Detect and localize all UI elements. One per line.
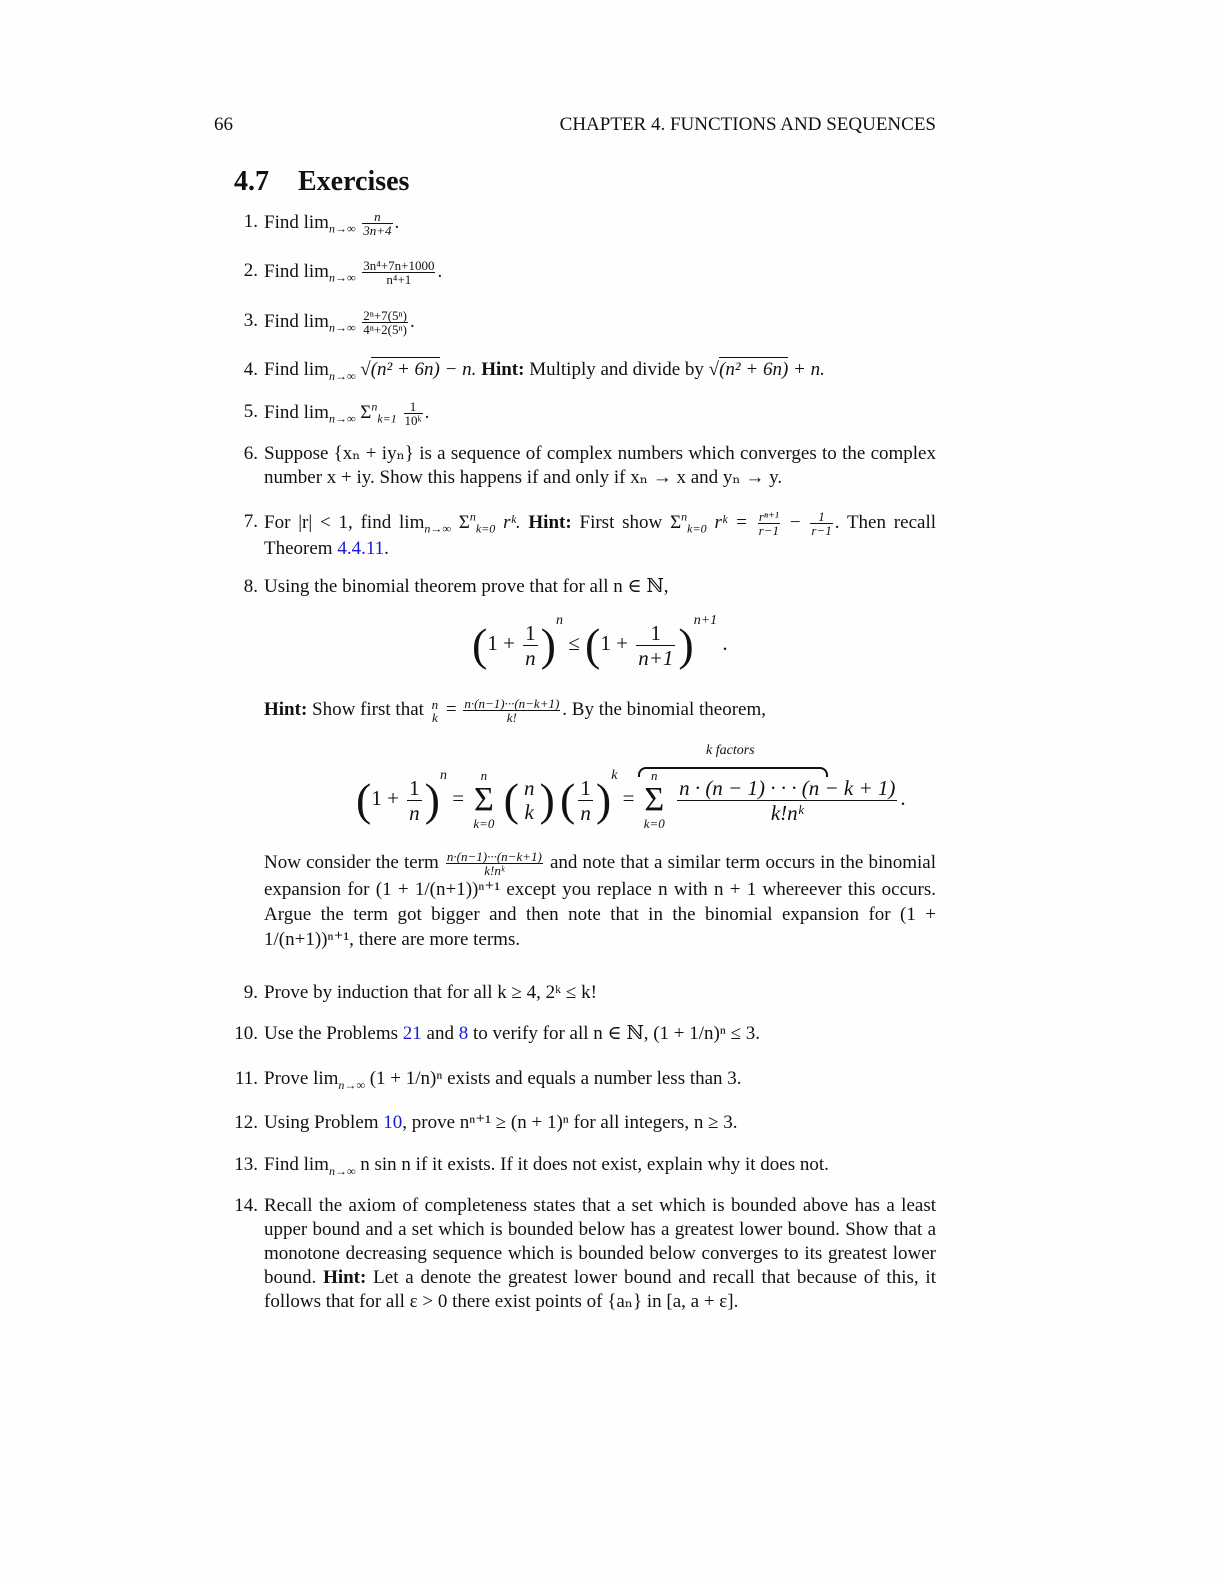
denominator: 10ᵏ — [404, 413, 422, 428]
text: Show first that — [307, 698, 429, 720]
section-heading — [234, 166, 409, 198]
fraction — [404, 400, 423, 427]
exercise-10 — [224, 1022, 936, 1046]
text: Find lim — [264, 359, 329, 380]
denominator: k! — [506, 710, 517, 725]
text: n sin n if it exists. If it does not exist, explain why it does not. — [355, 1154, 829, 1175]
exercise-7: 7. For |r| < 1, find $\lim_{n\to\infty} \Sigma^n_{k=0}$ rᵏ. Hint: First show $\Sigma^n_{k=0}$ rᵏ = $\frac{\text{rⁿ⁺¹}}{r-1}$ − $\frac{1}{r-1}$ . Then recall Theorem 4.4.11. — [224, 510, 936, 561]
radicand: (n² + 6n) — [370, 359, 440, 380]
text: , prove nⁿ⁺¹ ≥ (n + 1)ⁿ for all integers, n ≥ 3. — [402, 1112, 738, 1133]
numerator: n · (n − 1) · · · (n − k + 1) — [679, 775, 896, 800]
text: − n. — [439, 359, 482, 380]
denominator: k!nᵏ — [770, 800, 804, 825]
denominator: 3n+4 — [363, 223, 392, 238]
exercise-12 — [224, 1111, 936, 1135]
text: . — [424, 401, 430, 423]
exercise-11 — [224, 1067, 936, 1091]
display-expansion: k factors (1 + $\frac{1}{n}$ )$^n$ = n Σ k=0 ( n k ) ( $\frac{1}{n}$ )$^k$ = n Σ k=0 $\frac{n \cdot (n - 1) \cdot \cdot \cdot (n - k + 1)}{\text{k!nᵏ}}$ . — [356, 743, 906, 831]
exercise-text: Using the binomial theorem prove that for all n ∈ ℕ, — [264, 576, 669, 597]
exercise-number: 3. — [243, 310, 258, 331]
exercise-4 — [224, 358, 936, 382]
denominator: r−1 — [811, 523, 832, 538]
sqrt-icon: √ — [708, 359, 720, 380]
lim-subscript: n→∞ — [424, 521, 451, 536]
exercise-9 — [224, 981, 936, 1005]
text: Find lim — [264, 1154, 329, 1175]
text: Let a denote the greatest lower bound and recall that because of this, it follows that for all ε > 0 there exist points of {aₙ} in [a, a + ε]. — [264, 1267, 936, 1312]
text: and — [421, 1023, 459, 1044]
hint-label: Hint: — [528, 511, 572, 533]
lim-subscript: n→∞ — [328, 1163, 356, 1178]
text: Recall the axiom of completeness states that a set which is bounded above has a least upper bound and a set which is bounded below has a greatest lower bound. Show that a monotone decreasing sequence which is bounded below converges to its greatest lower bound. — [264, 1195, 936, 1288]
exercise-number: 9. — [243, 982, 258, 1003]
text: . Then recall Theorem — [264, 511, 936, 559]
numerator: 1 — [404, 400, 423, 414]
text: . — [437, 260, 443, 282]
numerator: n — [362, 210, 392, 224]
brace-label: k factors — [706, 743, 755, 758]
text: rᵏ = — [714, 511, 748, 533]
exercise-13 — [224, 1153, 936, 1177]
sqrt-icon: √ — [360, 359, 371, 380]
text: . — [384, 538, 389, 559]
hint-label: Hint: — [323, 1267, 367, 1288]
exercise-number: 11. — [234, 1068, 258, 1089]
left-paren: ( — [585, 619, 601, 670]
right-paren: ) — [678, 619, 694, 670]
sum-upper: n — [681, 509, 688, 524]
sum-upper: n — [371, 399, 378, 414]
text: rᵏ. — [503, 511, 529, 533]
hint-label: Hint: — [264, 698, 308, 720]
text: Use the Problems — [264, 1023, 403, 1044]
chapter-title: CHAPTER 4. FUNCTIONS AND SEQUENCES — [559, 114, 936, 135]
fraction — [362, 259, 435, 286]
problem-link[interactable]: 8 — [458, 1023, 469, 1044]
exercise-5 — [224, 400, 936, 427]
text: Find lim — [264, 401, 329, 423]
sigma-icon: Σ — [360, 401, 372, 423]
exercise-number: 5. — [243, 401, 258, 422]
left-paren: ( — [472, 619, 488, 670]
exercise-14 — [224, 1194, 936, 1314]
exercise-3 — [224, 309, 936, 336]
numerator: n·(n−1)···(n−k+1) — [464, 696, 560, 711]
text: Now consider the term — [264, 852, 439, 873]
numerator: 2ⁿ+7(5ⁿ) — [363, 308, 407, 323]
theorem-link[interactable]: 4.4.11 — [337, 538, 385, 559]
page-number: 66 — [214, 114, 233, 135]
sum-operator: n Σ k=0 — [473, 768, 495, 831]
lim-subscript: n→∞ — [328, 411, 356, 426]
lim-subscript: n→∞ — [328, 368, 356, 383]
exercise-8 — [224, 575, 936, 599]
numerator: 1 — [810, 510, 832, 524]
binomial: n k — [431, 696, 439, 725]
lim-subscript: n→∞ — [328, 320, 356, 335]
exercise-6 — [224, 442, 936, 490]
text: . — [394, 211, 400, 233]
running-head — [214, 114, 936, 140]
fraction — [758, 510, 780, 537]
sum-lower: k=0 — [475, 521, 496, 536]
exercise-text: Suppose {xₙ + iyₙ} is a sequence of complex numbers which converges to the complex number x + iy. Show this happens if and only if xₙ → x and yₙ → y. — [264, 443, 936, 488]
display-inequality: (1 + $\frac{1}{n}$ )$^n$ ≤ (1 + $\frac{1}{n+1}$ )$^{n+1}$ . — [472, 612, 728, 670]
text: to verify for all n ∈ ℕ, (1 + 1/n)ⁿ ≤ 3. — [468, 1023, 761, 1044]
exercise-number: 14. — [234, 1195, 258, 1216]
fraction — [463, 697, 560, 724]
radicand: (n² + 6n) — [719, 359, 789, 380]
lim-subscript: n→∞ — [338, 1077, 365, 1092]
section-title: Exercises — [298, 166, 410, 197]
text: For |r| < 1, find lim — [264, 511, 425, 533]
denominator: r−1 — [758, 523, 779, 538]
exercise-number: 6. — [243, 443, 258, 464]
sum-lower: k=1 — [377, 411, 397, 426]
denominator: k!nᵏ — [484, 863, 505, 879]
exercise-number: 8. — [243, 576, 258, 597]
text: and note that a similar term occurs in the binomial expansion for (1 + 1/(n+1))ⁿ⁺¹ except you replace n with n + 1 whereever this occurs. Argue the term got bigger and then note that in the binomial expansion for (1 + 1/(n+1))ⁿ⁺¹, there are more terms. — [264, 852, 936, 951]
lim-subscript: n→∞ — [328, 270, 356, 285]
exercise-text: Prove by induction that for all k ≥ 4, 2ᵏ ≤ k! — [264, 982, 597, 1003]
exercise-number: 13. — [234, 1154, 258, 1175]
numerator: n·(n−1)···(n−k+1) — [446, 849, 542, 865]
text: . — [409, 310, 415, 332]
exercise-number: 10. — [234, 1023, 258, 1044]
exercise-8-hint: Hint: Show first that n k = $\frac{n\cdot(n-1)\cdot\cdot\cdot(n-k+1)}{k!}$ . By the binomial theorem, — [264, 696, 766, 725]
lim-subscript: n→∞ — [328, 221, 356, 236]
numerator: rⁿ⁺¹ — [758, 509, 779, 524]
relation: ≤ — [568, 630, 580, 655]
sum-upper: n — [469, 509, 476, 524]
text: Find lim — [264, 310, 329, 332]
denominator: n⁴+1 — [386, 272, 412, 287]
text: Using Problem — [264, 1112, 384, 1133]
denominator: 4ⁿ+2(5ⁿ) — [363, 322, 407, 337]
text: (1 + 1/n)ⁿ exists and equals a number less than 3. — [364, 1068, 742, 1089]
exercise-number: 2. — [243, 260, 258, 281]
text: First show Σ — [571, 511, 682, 533]
sum-operator: n Σ k=0 — [643, 768, 665, 831]
problem-link[interactable]: 21 — [402, 1023, 422, 1044]
text: + n. — [788, 359, 825, 380]
fraction: $\frac{1}{n+1}$ — [638, 620, 674, 670]
hint-label: Hint: — [481, 359, 525, 380]
problem-link[interactable]: 10 — [383, 1112, 403, 1133]
sum-lower: k=0 — [687, 521, 707, 536]
fraction: $\frac{1}{n}$ — [525, 620, 536, 670]
text: Find lim — [264, 211, 329, 233]
exercise-1 — [224, 210, 936, 237]
text: Multiply and divide by — [524, 359, 709, 380]
text: . By the binomial theorem, — [562, 698, 766, 720]
sigma-icon: Σ — [458, 511, 470, 533]
exercise-2 — [224, 259, 936, 286]
fraction — [677, 776, 897, 825]
numerator: 3n⁴+7n+1000 — [363, 258, 435, 273]
exercise-number: 4. — [243, 359, 258, 380]
fraction — [362, 210, 392, 237]
exercise-number: 7. — [243, 511, 258, 532]
fraction — [810, 510, 832, 537]
section-number: 4.7 — [234, 166, 269, 197]
fraction — [362, 309, 408, 336]
text: Find lim — [264, 260, 329, 282]
right-paren: ) — [540, 619, 556, 670]
exercise-8-paragraph — [224, 850, 936, 952]
fraction — [446, 850, 543, 877]
exercise-number: 1. — [243, 211, 258, 232]
text: Prove lim — [264, 1068, 339, 1089]
exercise-number: 12. — [234, 1112, 258, 1133]
